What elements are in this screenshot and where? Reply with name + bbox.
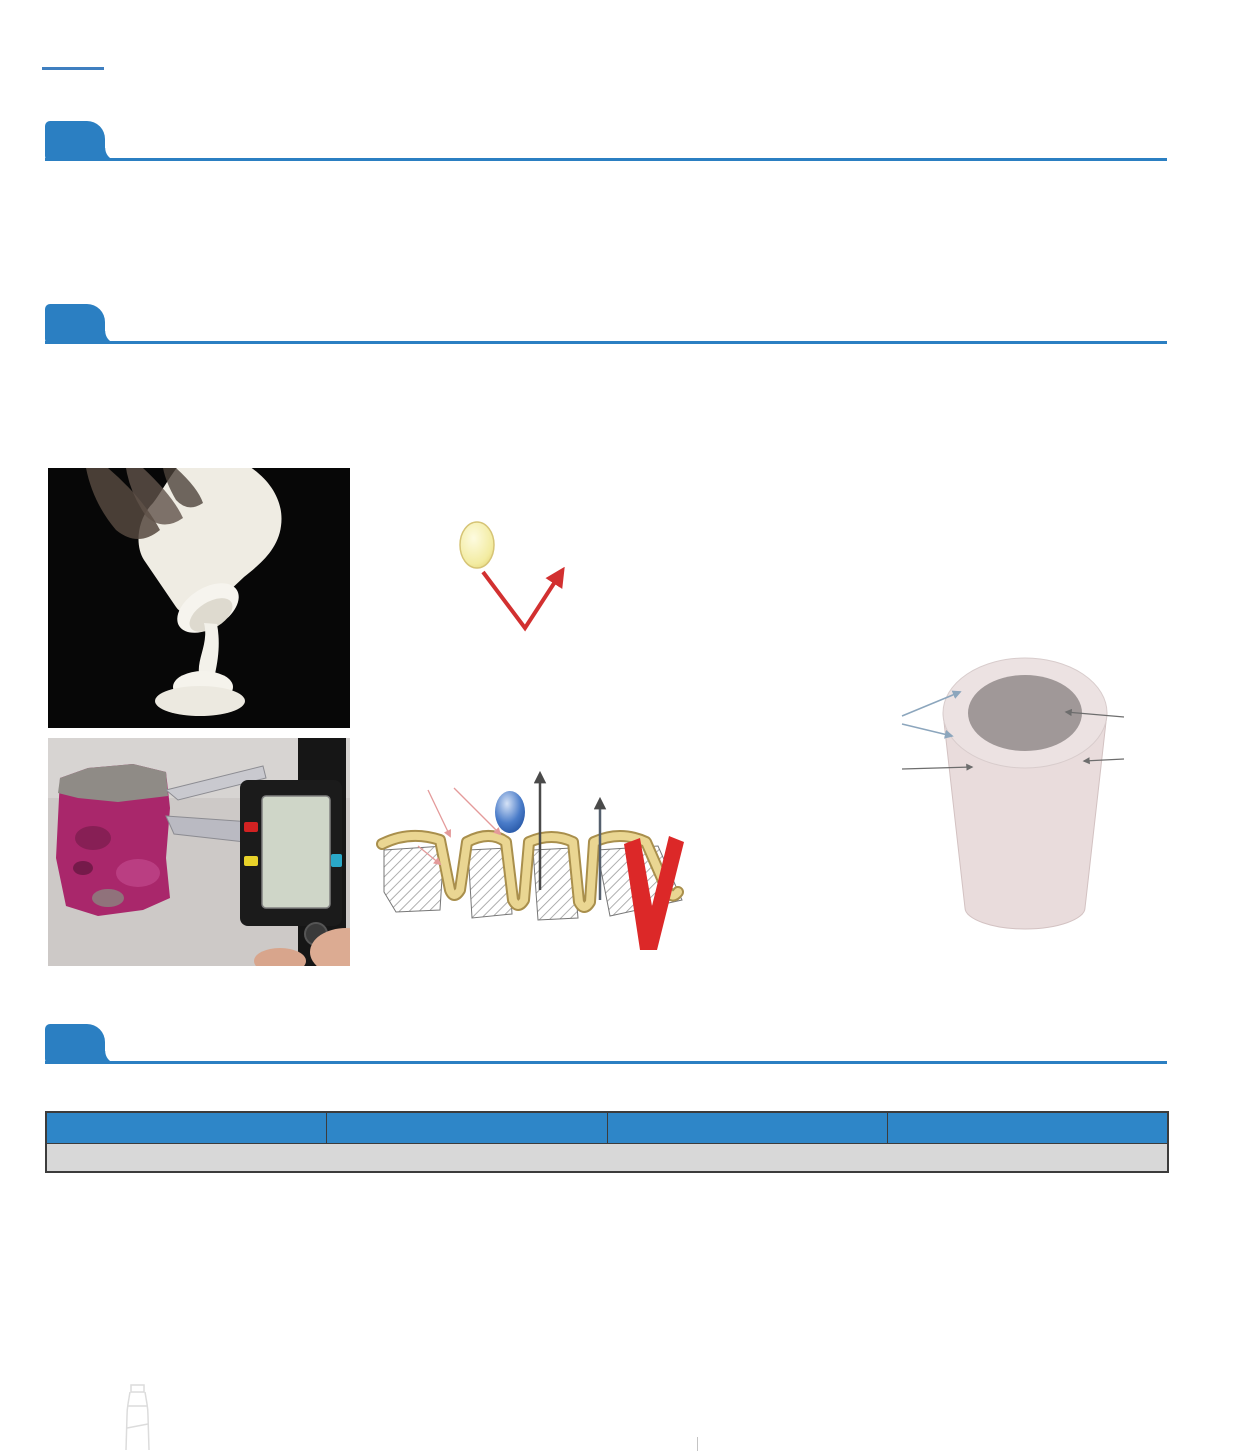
section-tab-features — [45, 121, 105, 161]
water-droplet — [495, 791, 525, 833]
section-rule — [45, 1061, 1167, 1064]
section-header-performance — [45, 1024, 1167, 1064]
caliper-button-yellow — [244, 856, 258, 866]
caliper-button-blue — [331, 854, 342, 867]
figure-moisture-diagram — [370, 742, 730, 968]
column-header — [326, 1112, 607, 1144]
performance-table — [45, 1111, 1169, 1173]
column-header — [607, 1112, 887, 1144]
table-footnote — [46, 1144, 1168, 1173]
concrete-core — [968, 675, 1082, 751]
title-underline — [42, 67, 104, 70]
section-header-scope — [45, 304, 1167, 344]
specimen-patch — [92, 889, 124, 907]
section-tab-performance — [45, 1024, 105, 1064]
specimen-patch — [73, 861, 93, 875]
table-footnote-row — [46, 1144, 1168, 1173]
specimen-patch — [116, 859, 160, 887]
liquid-pile-base — [155, 686, 245, 716]
section-rule — [45, 158, 1167, 161]
faint-line-fragment — [697, 1437, 698, 1451]
caliper-button-red — [244, 822, 258, 832]
column-header — [46, 1112, 326, 1144]
section-rule — [45, 341, 1167, 344]
figure-cylinder-diagram — [790, 618, 1235, 940]
specimen-patch — [75, 826, 111, 850]
concrete-block — [384, 846, 444, 912]
section-header-features — [45, 121, 1167, 161]
figure-caliper-photo — [48, 738, 350, 966]
lcd-display — [262, 796, 330, 908]
faint-bottle-sketch — [112, 1384, 164, 1451]
column-header — [887, 1112, 1168, 1144]
section-tab-scope — [45, 304, 105, 344]
figure-chloride-diagram — [365, 472, 735, 722]
figure-pouring-bottle-photo — [48, 468, 350, 728]
diagram-background — [365, 472, 735, 722]
chloride-ion — [460, 522, 494, 568]
table-header-row — [46, 1112, 1168, 1144]
